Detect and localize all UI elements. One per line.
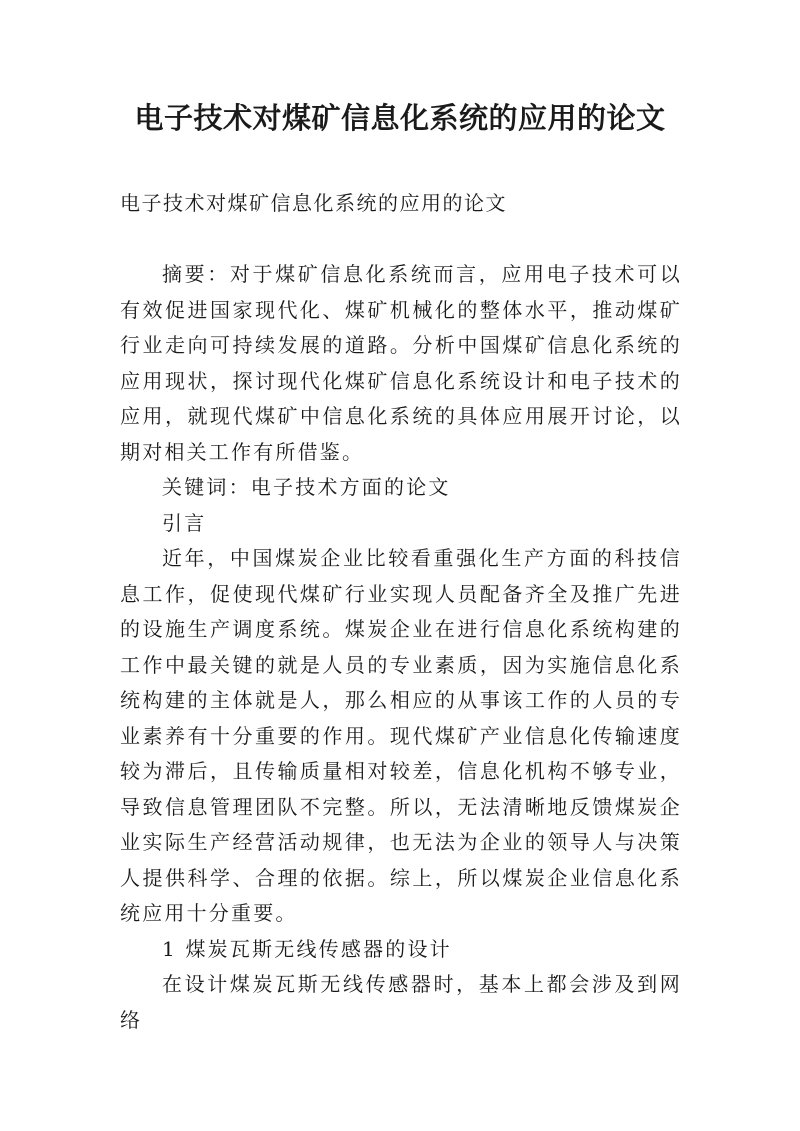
section-1-paragraph: 在设计煤炭瓦斯无线传感器时，基本上都会涉及到网络 — [120, 972, 682, 1032]
abstract-paragraph: 摘要：对于煤矿信息化系统而言，应用电子技术可以有效促进国家现代化、煤矿机械化的整体水平，推动煤矿行业走向可持续发展的道路。分析中国煤矿信息化系统的应用现状，探讨现代化煤矿信息化系统设计和电子技术的应用，就现代煤矿中信息化系统的具体应用展开讨论，以期对相关工作有所借鉴。 — [120, 262, 682, 464]
document-title: 电子技术对煤矿信息化系统的应用的论文 — [134, 101, 666, 135]
document-subtitle: 电子技术对煤矿信息化系统的应用的论文 — [120, 191, 507, 215]
intro-paragraph: 近年，中国煤炭企业比较看重强化生产方面的科技信息工作，促使现代煤矿行业实现人员配备齐全及推广先进的设施生产调度系统。煤炭企业在进行信息化系统构建的工作中最关键的就是人员的专业素质，因为实施信息化系统构建的主体就是人，那么相应的从事该工作的人员的专业素养有十分重要的作用。现代煤矿产业信息化传输速度较为滞后，且传输质量相对较差，信息化机构不够专业，导致信息管理团队不完整。所以，无法清晰地反馈煤炭企业实际生产经营活动规律，也无法为企业的领导人与决策人提供科学、合理的依据。综上，所以煤炭企业信息化系统应用十分重要。 — [120, 546, 682, 925]
document-body — [120, 257, 682, 1038]
keywords-paragraph: 关键词：电子技术方面的论文 — [162, 475, 451, 499]
intro-heading: 引言 — [162, 510, 207, 535]
section-1-heading: 1 煤炭瓦斯无线传感器的设计 — [162, 936, 452, 961]
